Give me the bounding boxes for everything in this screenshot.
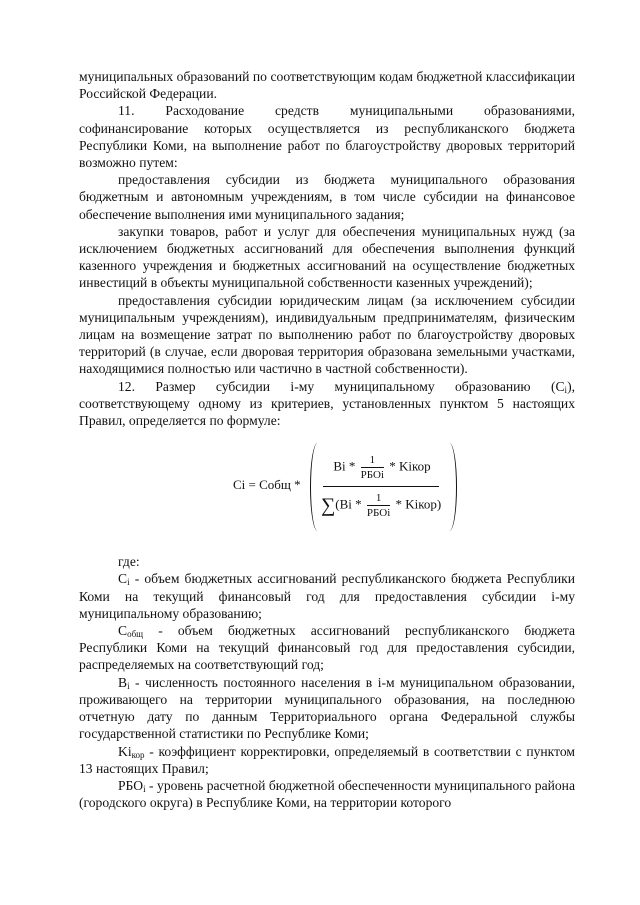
formula-numerator: Bi * 1 РБОi * Kiкор: [333, 454, 431, 482]
paragraph-item-11: 11. Расходование средств муниципальными образованиями, софинансирование которых осуществляется из республиканского бюджета Республики Коми, на выполнение работ по благоустройству дворовых территорий возможно путем:: [79, 103, 575, 171]
formula-right-paren: [442, 443, 457, 531]
formula-denominator: ∑(Bi * 1 РБОi * Kiкор): [321, 492, 442, 520]
paragraph-subsidy-legal-entities: предоставления субсидии юридическим лицам (за исключением субсидии муниципальным учреждениям), индивидуальным предпринимателям, физическим лицам на возмещение затрат по выполнению работ по благоустройству дворовых территорий (в случае, если дворовая территория образована земельными участками, находящимися полностью или частично в частной собственности).: [79, 292, 575, 377]
definition-kikor: $Ki_{кор}$ - коэффициент корректировки, определяемый в соответствии с пунктом 13 настоящих Правил;: [79, 743, 575, 776]
definition-cobsch: $C_{общ}$ - объем бюджетных ассигнований республиканского бюджета Республики Коми на текущий финансовый год для предоставления субсидии, распределяемых на соответствующий год;: [79, 623, 575, 673]
paragraph-classification: муниципальных образований по соответствующим кодам бюджетной классификации Российской Федерации.: [79, 69, 575, 102]
sigma-symbol: ∑: [321, 494, 336, 517]
formula-lhs: Ci = Cобщ *: [233, 477, 301, 493]
paragraph-procurement: закупки товаров, работ и услуг для обеспечения муниципальных нужд (за исключением бюджетных ассигнований для обеспечения выполнения функций казенного учреждения и бюджетных ассигнований на осуществление бюджетных инвестиций в объекты муниципальной собственности казенных учреждений);: [79, 223, 575, 291]
definition-ci: $C_i$ - объем бюджетных ассигнований республиканского бюджета Республики Коми на текущий финансовый год для предоставления субсидии i-му муниципальному образованию;: [79, 571, 575, 621]
where-label: где:: [118, 554, 140, 570]
paragraph-subsidy-institutions: предоставления субсидии из бюджета муниципального образования бюджетным и автономным учреждениям, в том числе субсидии на финансовое обеспечение выполнения ими муниципального задания;: [79, 172, 575, 222]
formula-fraction-bar: [323, 486, 439, 487]
formula-numerator-fraction: 1 РБОi: [360, 454, 384, 482]
document-body: [79, 68, 575, 811]
paragraph-item-12: 12. Размер субсидии i-му муниципальному образованию $(C_i)$, соответствующему одному из критериев, установленных пунктом 5 настоящих Правил, определяется по формуле:: [79, 378, 575, 429]
definition-bi: $B_i$ - численность постоянного населения в i-м муниципальном образовании, проживающего на территории муниципального образования, на последнюю отчетную дату по данным Территориального органа Федеральной службы государственной статистики по Республике Коми;: [79, 674, 575, 742]
subsidy-formula: [79, 440, 575, 534]
definition-rboi: $РБО_i$ - уровень расчетной бюджетной обеспеченности муниципального района (городского округа) в Республике Коми, на территории которого: [79, 777, 575, 811]
formula-denominator-fraction: 1 РБОi: [366, 492, 391, 520]
